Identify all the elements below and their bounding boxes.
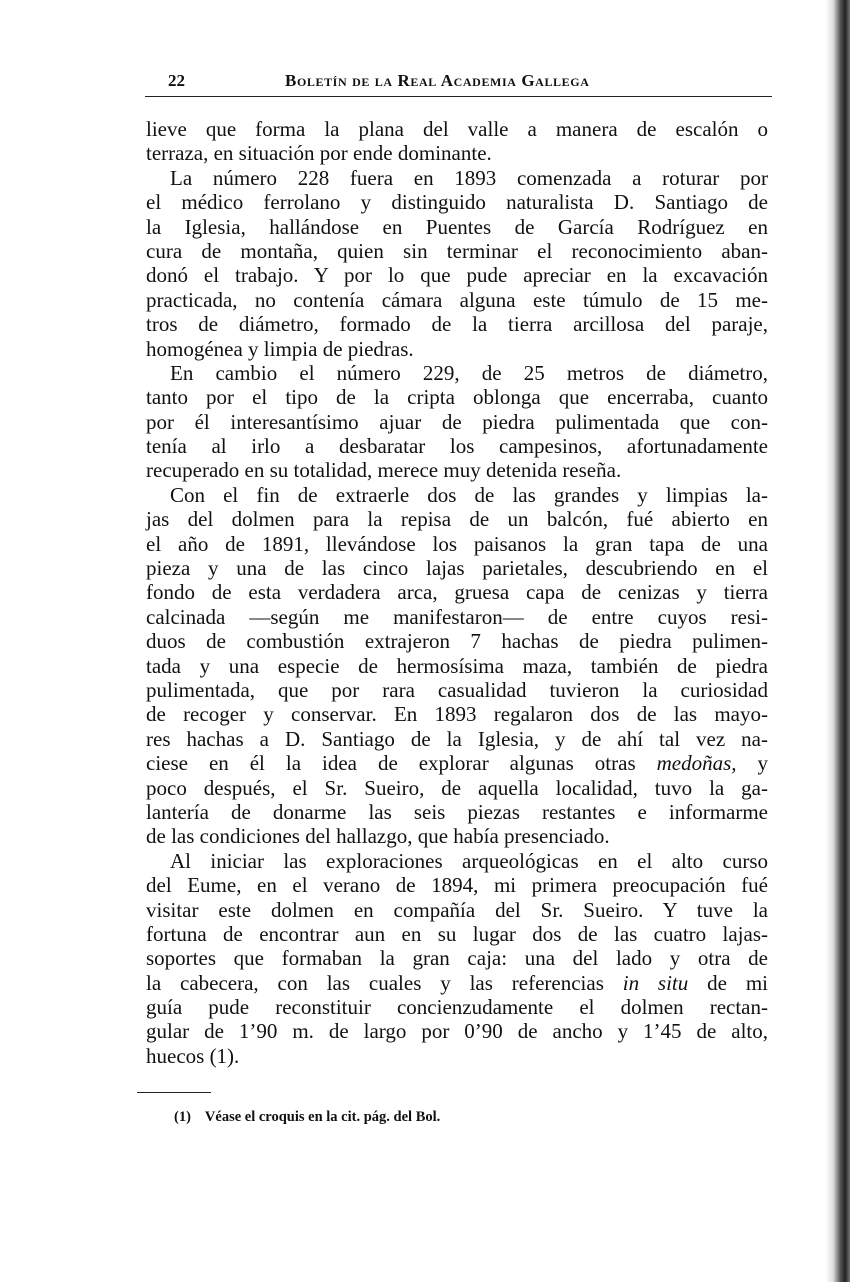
footnote: [174, 1109, 440, 1126]
text-line: recuperado en su totalidad, merece muy detenida reseña.: [146, 458, 622, 483]
text-line: soportes que formaban la gran caja: una del lado y otra de: [146, 946, 768, 971]
page-number: 22: [168, 71, 185, 90]
text-line: por él interesantísimo ajuar de piedra pulimentada que con-: [146, 409, 768, 434]
paragraph: [146, 117, 768, 166]
text-line: fortuna de encontrar aun en su lugar dos de las cuatro lajas-: [146, 921, 768, 946]
text-line: [146, 971, 768, 995]
text-line: practicada, no contenía cámara alguna este túmulo de 15 me-: [146, 287, 768, 312]
text-line: [146, 751, 768, 775]
text-segment: ciese en él la idea de explorar algunas otras: [146, 751, 657, 776]
scan-border: [826, 0, 850, 1282]
text-line: res hachas a D. Santiago de la Iglesia, y de ahí tal vez na-: [146, 726, 768, 751]
text-line: lieve que forma la plana del valle a manera de escalón o: [146, 117, 768, 141]
text-line: tenía al irlo a desbaratar los campesinos, afortunadamente: [146, 434, 768, 459]
text-line: tanto por el tipo de la cripta oblonga que encerraba, cuanto: [146, 385, 768, 410]
text-line: fondo de esta verdadera arca, gruesa capa de cenizas y tierra: [146, 580, 768, 605]
text-line: tada y una especie de hermosísima maza, también de piedra: [146, 653, 768, 678]
text-segment: de mi: [688, 970, 768, 995]
footnote-marker: (1): [174, 1109, 191, 1125]
paragraph: [146, 483, 768, 849]
header-rule: [145, 96, 772, 97]
text-line: gular de 1’90 m. de largo por 0’90 de ancho y 1’45 de alto,: [146, 1019, 768, 1044]
text-line: tros de diámetro, formado de la tierra arcillosa del paraje,: [146, 312, 768, 337]
italic-term: medoñas,: [656, 751, 737, 776]
footnote-rule: [137, 1092, 211, 1093]
text-line: el año de 1891, llevándose los paisanos la gran tapa de una: [146, 531, 768, 556]
text-line: calcinada —según me manifestaron— de entre cuyos resi-: [146, 604, 768, 629]
text-line: el médico ferrolano y distinguido naturalista D. Santiago de: [146, 190, 768, 215]
text-line: del Eume, en el verano de 1894, mi primera preocupación fué: [146, 873, 768, 898]
text-line: guía pude reconstituir concienzudamente el dolmen rectan-: [146, 995, 768, 1020]
text-line: duos de combustión extrajeron 7 hachas de piedra pulimen-: [146, 629, 768, 654]
text-line: poco después, el Sr. Sueiro, de aquella localidad, tuvo la ga-: [146, 775, 768, 800]
text-line: visitar este dolmen en compañía del Sr. Sueiro. Y tuve la: [146, 897, 768, 922]
text-line: de las condiciones del hallazgo, que había presenciado.: [146, 824, 610, 849]
text-line: lantería de donarme las seis piezas restantes e informarme: [146, 799, 768, 824]
text-line: homogénea y limpia de piedras.: [146, 336, 414, 361]
text-segment: y: [736, 751, 768, 776]
footnote-text: Véase el croquis en la cit. pág. del Bol.: [204, 1109, 441, 1125]
text-line: terraza, en situación por ende dominante.: [146, 141, 492, 166]
text-line: pulimentada, que por rara casualidad tuvieron la curiosidad: [146, 677, 768, 702]
text-line: jas del dolmen para la repisa de un balcón, fué abierto en: [146, 507, 768, 532]
text-line: donó el trabajo. Y por lo que pude apreciar en la excavación: [146, 263, 768, 288]
text-line: Con el fin de extraerle dos de las grandes y limpias la-: [170, 482, 768, 507]
text-line: cura de montaña, quien sin terminar el reconocimiento aban-: [146, 238, 768, 263]
italic-term: in situ: [622, 970, 689, 995]
body-text: [146, 117, 768, 1068]
text-line: Al iniciar las exploraciones arqueológicas en el alto curso: [170, 848, 768, 873]
text-line: pieza y una de las cinco lajas parietales, descubriendo en el: [146, 556, 768, 581]
text-segment: la cabecera, con las cuales y las referencias: [146, 970, 623, 995]
text-line: huecos (1).: [146, 1043, 240, 1068]
paragraph: [146, 361, 768, 483]
text-line: En cambio el número 229, de 25 metros de diámetro,: [170, 360, 768, 385]
text-line: la Iglesia, hallándose en Puentes de García Rodríguez en: [146, 214, 768, 239]
text-line: La número 228 fuera en 1893 comenzada a roturar por: [170, 165, 768, 190]
running-title: Boletín de la Real Academia Gallega: [285, 71, 590, 90]
text-line: de recoger y conservar. En 1893 regalaron dos de las mayo-: [146, 702, 768, 727]
paragraph: [146, 166, 768, 361]
paragraph: [146, 849, 768, 1069]
